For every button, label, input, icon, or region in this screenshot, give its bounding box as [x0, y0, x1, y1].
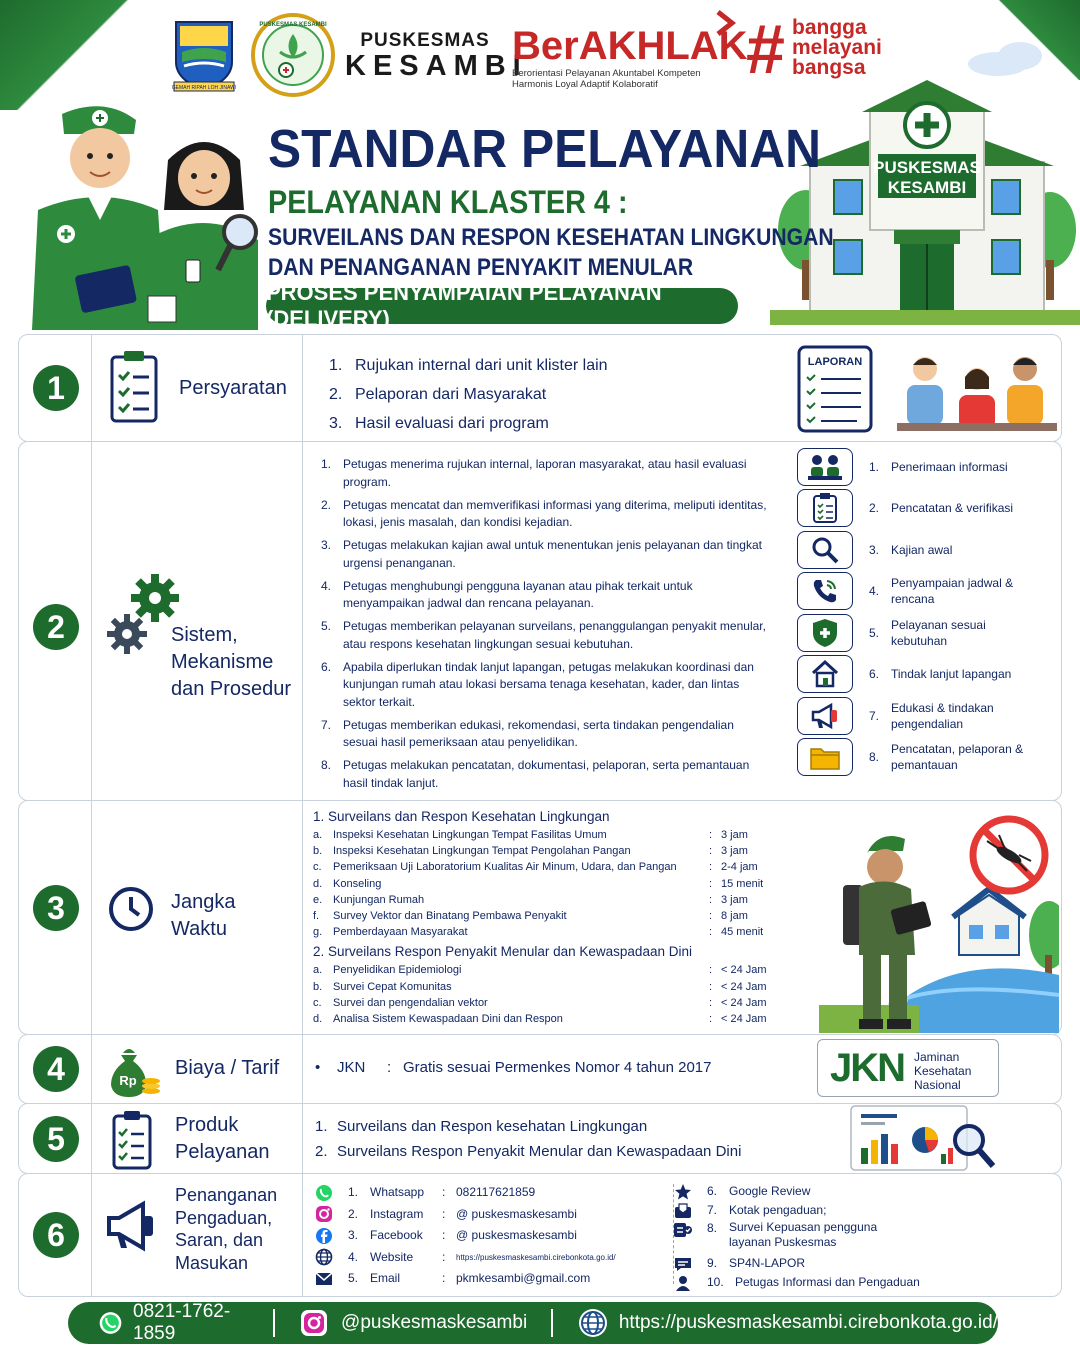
footer-website-text: https://puskesmaskesambi.cirebonkota.go.id/: [618, 1312, 998, 1333]
contact-number: 6.: [707, 1183, 718, 1198]
contact-row: [314, 1247, 616, 1269]
jkn-logo-caption: [914, 1050, 971, 1092]
label-line: Penanganan: [175, 1185, 278, 1205]
item-text: Petugas menghubungi pengguna layanan atau pihak terkait untuk menyampaikan jadwal dan rencana pelayanan.: [343, 578, 693, 610]
footer-phone-text: 0821-1762-1859: [133, 1301, 231, 1344]
clipboard-icon: [812, 492, 838, 524]
bangga-line: bangsa: [792, 56, 866, 79]
whatsapp-icon: [98, 1308, 123, 1338]
item-number: 3.: [329, 415, 343, 432]
divider: [302, 801, 303, 1034]
divider: [91, 335, 92, 441]
report-document-icon: [797, 345, 873, 433]
berakhlak-tagline-1: Berorientasi Pelayanan Akuntabel Kompeten: [512, 68, 701, 79]
health-workers-illustration: [8, 100, 258, 330]
time-row: [313, 876, 813, 892]
fee-value: Gratis sesuai Permenkes Nomor 4 tahun 2017: [403, 1059, 712, 1076]
building-sign-line1: PUSKESMAS: [873, 158, 981, 177]
jkn-logo: [817, 1039, 999, 1097]
footer-contact-bar: [68, 1302, 998, 1344]
colon: :: [709, 845, 713, 858]
label-line: Jangka: [171, 891, 236, 913]
fee-key: JKN: [337, 1059, 366, 1076]
footer-instagram[interactable]: [299, 1308, 527, 1338]
contact-row: [314, 1268, 616, 1290]
step-number: 8.: [869, 750, 880, 765]
colon: :: [709, 926, 713, 939]
contact-row: [673, 1182, 973, 1201]
colon: :: [442, 1249, 446, 1264]
contact-text: Survei Kepuasan pengguna layanan Puskesmas: [729, 1220, 878, 1249]
bullet: •: [315, 1059, 321, 1076]
row-service: Pemeriksaan Uji Laboratorium Kualitas Air Minum, Udara, dan Pangan: [333, 861, 677, 874]
contact-value[interactable]: https://puskesmaskesambi.cirebonkota.go.id/: [456, 1252, 616, 1262]
laporan-label: LAPORAN: [807, 356, 863, 368]
contact-name: Whatsapp: [370, 1185, 425, 1199]
contact-value[interactable]: 082117621859: [456, 1185, 536, 1199]
divider: [302, 335, 303, 441]
star-icon: [674, 1183, 692, 1201]
section-jangka-waktu: [18, 800, 1062, 1035]
chat-icon: [674, 1256, 692, 1272]
item-number: 1.: [315, 1118, 328, 1135]
cluster-title: PELAYANAN KLASTER 4 :: [268, 184, 628, 220]
divider: [91, 442, 92, 800]
item-number: 2.: [329, 386, 343, 403]
item-text: Petugas melakukan pencatatan, dokumentasi, pelaporan, serta pemantauan hasil tindak lanjut.: [343, 758, 750, 790]
label-line: Saran, dan: [175, 1230, 264, 1250]
colon: :: [709, 877, 713, 890]
puskesmas-round-logo: [250, 12, 336, 98]
label-line: Produk: [175, 1114, 239, 1136]
item-text: Petugas memberikan edukasi, rekomendasi, serta tindakan pengendalian sesuai hasil pemeriksaan atau penyelidikan.: [343, 717, 734, 749]
globe-icon: [577, 1307, 609, 1339]
section-number: 5: [33, 1116, 79, 1162]
mail-icon: [315, 1272, 333, 1286]
item-number: 1.: [321, 457, 332, 471]
list-item: [321, 717, 771, 752]
contact-row: [314, 1204, 616, 1226]
item-number: 8.: [321, 758, 332, 772]
contact-number: 5.: [348, 1271, 359, 1285]
section-label: [171, 889, 236, 943]
colon: :: [709, 861, 713, 874]
footer-website[interactable]: [577, 1307, 998, 1339]
colon: :: [709, 996, 713, 1009]
service-time-table: [313, 807, 813, 1027]
money-bag-icon: [107, 1043, 161, 1099]
contact-number: 4.: [348, 1249, 359, 1264]
step-text: Pencatatan & verifikasi: [891, 501, 1014, 516]
divider: [302, 1035, 303, 1103]
puskesmas-name-line2: KESAMBI: [345, 50, 528, 82]
label-line: Mekanisme: [171, 651, 274, 673]
contact-number: 8.: [707, 1221, 718, 1235]
row-duration: 2-4 jam: [721, 861, 758, 874]
people-meeting-icon: [808, 452, 842, 482]
section-number: 3: [33, 885, 79, 931]
product-list: [315, 1114, 741, 1164]
step-item: [797, 654, 1063, 696]
colon: :: [709, 1013, 713, 1026]
contact-number: 7.: [707, 1202, 718, 1217]
row-letter: d.: [313, 1013, 323, 1026]
row-letter: d.: [313, 877, 323, 890]
item-text: Surveilans dan Respon kesehatan Lingkungan: [337, 1118, 648, 1135]
magnifier-icon: [810, 535, 840, 565]
bangga-melayani-bangsa: [792, 18, 882, 78]
section-number: 6: [33, 1212, 79, 1258]
money-label: Rp: [119, 1073, 137, 1088]
row-duration: 8 jam: [721, 910, 748, 923]
colon: :: [442, 1206, 446, 1221]
label-line: dan Prosedur: [171, 678, 292, 700]
fee-row: [315, 1059, 712, 1076]
phone-icon: [810, 576, 840, 606]
contact-name: Website: [370, 1249, 414, 1264]
megaphone-icon: [103, 1198, 159, 1254]
row-duration: 3 jam: [721, 829, 748, 841]
row-letter: c.: [313, 996, 322, 1009]
divider: [91, 1035, 92, 1103]
list-item: [321, 497, 771, 532]
step-item: [797, 737, 1063, 779]
list-item: [321, 578, 771, 613]
label-line: Pelayanan: [175, 1141, 270, 1163]
item-number: 5.: [321, 619, 332, 633]
item-text: Petugas mencatat dan memverifikasi informasi yang diterima, meliputi identitas, lokasi, jenis masalah, dan kondisi kejadian.: [343, 497, 767, 529]
community-people-icon: [897, 345, 1057, 435]
delivery-banner: PROSES PENYAMPAIAN PELAYANAN (DELIVERY): [266, 288, 738, 324]
row-service: Inspeksi Kesehatan Lingkungan Tempat Pengolahan Pangan: [333, 845, 631, 858]
jkn-line: Jaminan: [914, 1050, 960, 1064]
instagram-icon: [299, 1308, 329, 1338]
contact-number: 10.: [707, 1274, 724, 1289]
row-service: Pemberdayaan Masyarakat: [333, 926, 468, 939]
row-letter: b.: [313, 845, 323, 858]
time-row: [313, 859, 813, 875]
time-row: [313, 924, 813, 940]
divider: [91, 1104, 92, 1173]
megaphone-icon: [809, 701, 841, 731]
contact-number: 9.: [707, 1255, 718, 1270]
checklist-icon: [111, 1110, 153, 1170]
item-text: Apabila diperlukan tindak lanjut lapangan, petugas melakukan koordinasi dan kunjungan rumah atau lokasi bersama tenaga kesehatan, kader, dan lintas sektor terkait.: [343, 659, 754, 709]
colon: :: [709, 910, 713, 923]
step-number: 6.: [869, 667, 880, 682]
checklist-icon: [109, 349, 159, 425]
list-item: [315, 1114, 741, 1139]
row-letter: c.: [313, 861, 322, 874]
row-service: Inspeksi Kesehatan Lingkungan Tempat Fasilitas Umum: [333, 829, 607, 841]
contact-value[interactable]: @ puskesmaskesambi: [456, 1206, 577, 1221]
contact-channels-left: [314, 1182, 616, 1290]
section-sistem-mekanisme: [18, 441, 1062, 801]
inbox-icon: [674, 1203, 692, 1219]
item-text: Petugas memberikan pelayanan surveilans, penanggulangan penyakit menular, atau respons kesehatan lingkungan sesuai kebutuhan.: [343, 619, 766, 651]
row-letter: a.: [313, 829, 323, 841]
row-service: Survei Cepat Komunitas: [333, 980, 452, 993]
globe-icon: [315, 1248, 333, 1266]
row-duration: < 24 Jam: [721, 964, 767, 977]
divider: [91, 801, 92, 1034]
contact-text: Google Review: [729, 1183, 811, 1198]
survey-icon: [673, 1221, 693, 1239]
contact-name: Instagram: [370, 1206, 424, 1221]
berakhlak-tagline-2: Harmonis Loyal Adaptif Kolaboratif: [512, 79, 658, 90]
group-title: 1. Surveilans dan Respon Kesehatan Lingkungan: [313, 809, 610, 824]
round-logo-text: PUSKESMAS KESAMBI: [259, 22, 327, 28]
item-text: Rujukan internal dari unit klister lain: [355, 357, 608, 374]
step-text: Tindak lanjut lapangan: [891, 667, 1012, 682]
jkn-logo-text: JKN: [830, 1046, 905, 1090]
divider: [302, 1104, 303, 1173]
step-text: Pencatatan, pelaporan & pemantauan: [891, 742, 1024, 773]
step-item: [797, 695, 1063, 737]
facebook-icon: [315, 1227, 333, 1245]
row-duration: < 24 Jam: [721, 980, 767, 993]
list-item: [321, 537, 771, 572]
item-number: 2.: [315, 1143, 328, 1160]
colon: :: [709, 893, 713, 906]
row-letter: a.: [313, 964, 323, 977]
list-item: [329, 409, 608, 438]
section-produk-pelayanan: [18, 1103, 1062, 1174]
item-text: Surveilans Respon Penyakit Menular dan Kewaspadaan Dini: [337, 1143, 742, 1160]
contact-row: [673, 1220, 973, 1254]
step-item: [797, 612, 1063, 654]
label-line: Sistem,: [171, 624, 238, 646]
folder-icon: [809, 743, 841, 771]
row-duration: 3 jam: [721, 893, 748, 906]
contact-row: [673, 1254, 973, 1273]
row-letter: g.: [313, 926, 323, 939]
requirements-list: [329, 351, 608, 438]
contact-number: 1.: [348, 1185, 359, 1199]
section-label: Persyaratan: [179, 377, 287, 399]
section-label: Biaya / Tarif: [175, 1057, 280, 1079]
item-number: 6.: [321, 659, 332, 674]
cluster-subtitle-1: SURVEILANS DAN RESPON KESEHATAN LINGKUNGAN: [268, 224, 834, 251]
contact-number: 3.: [348, 1228, 359, 1242]
clock-icon: [107, 885, 155, 933]
list-item: [321, 659, 771, 712]
berakhlak-logo: BerAKHLAK: [512, 24, 748, 68]
contact-name: Email: [370, 1271, 401, 1285]
step-item: [797, 446, 1063, 488]
item-number: 3.: [321, 538, 332, 552]
step-item: [797, 529, 1063, 571]
section-label: [175, 1112, 270, 1166]
procedure-list: [321, 456, 771, 798]
contact-name: Facebook: [370, 1228, 423, 1242]
footer-separator: [551, 1309, 553, 1337]
contact-row: [673, 1201, 973, 1220]
puskesmas-building-illustration: [770, 80, 1080, 325]
colon: :: [442, 1271, 446, 1285]
contact-value[interactable]: @ puskesmaskesambi: [456, 1228, 577, 1242]
instagram-icon: [315, 1205, 333, 1223]
step-text: Pelayanan sesuai kebutuhan: [891, 617, 986, 648]
shield-cross-icon: [811, 617, 839, 649]
contact-text: Kotak pengaduan;: [729, 1202, 827, 1217]
section-number: 4: [33, 1046, 79, 1092]
item-number: 4.: [321, 578, 332, 593]
row-letter: b.: [313, 980, 323, 993]
divider: [302, 442, 303, 800]
row-duration: 15 menit: [721, 877, 764, 890]
vector-surveillance-illustration: [819, 805, 1059, 1033]
row-service: Penyelidikan Epidemiologi: [333, 964, 462, 977]
person-icon: [675, 1275, 691, 1291]
time-row: [313, 827, 813, 843]
time-row: [313, 979, 813, 995]
cloud-icon: [958, 30, 1058, 80]
berakhlak-arrow-icon: [712, 8, 740, 38]
row-service: Analisa Sistem Kewaspadaan Dini dan Respon: [333, 1013, 563, 1026]
building-sign-line2: KESAMBI: [887, 178, 967, 197]
colon: :: [442, 1185, 446, 1199]
colon: :: [709, 964, 713, 977]
shield-motto: GEMAH RIPAH LOH JINAWI: [171, 85, 237, 91]
time-row: [313, 995, 813, 1011]
colon: :: [442, 1228, 446, 1242]
cirebon-city-logo: [170, 16, 238, 94]
list-item: [321, 757, 771, 792]
step-number: 2.: [869, 501, 880, 516]
procedure-steps: [797, 446, 1063, 778]
section-label: [171, 622, 291, 703]
list-item: [315, 1139, 741, 1164]
step-number: 5.: [869, 625, 880, 640]
time-row: [313, 1011, 813, 1027]
contact-value[interactable]: pkmkesambi@gmail.com: [456, 1271, 591, 1285]
item-text: Petugas menerima rujukan internal, laporan masyarakat, atau hasil evaluasi program.: [343, 457, 747, 489]
time-row: [313, 892, 813, 908]
list-item: [321, 618, 771, 653]
step-text: Penyampaian jadwal & rencana: [891, 576, 1014, 607]
item-text: Hasil evaluasi dari program: [355, 415, 549, 432]
section-biaya-tarif: [18, 1034, 1062, 1104]
colon: :: [387, 1059, 392, 1076]
colon: :: [709, 829, 713, 841]
step-text: Edukasi & tindakan pengendalian: [891, 700, 994, 731]
section-number: 1: [33, 365, 79, 411]
page-title: STANDAR PELAYANAN: [268, 119, 822, 179]
list-item: [329, 351, 608, 380]
footer-instagram-text: @puskesmaskesambi: [341, 1312, 528, 1333]
analytics-report-icon: [847, 1104, 999, 1174]
label-line: Waktu: [171, 918, 227, 940]
bangga-line: melayani: [792, 36, 882, 59]
contact-number: 2.: [348, 1206, 359, 1221]
footer-separator: [273, 1309, 275, 1337]
label-line: Masukan: [175, 1252, 249, 1273]
divider: [302, 1174, 303, 1296]
item-number: 7.: [321, 717, 332, 732]
divider: [91, 1174, 92, 1296]
step-item: [797, 488, 1063, 530]
row-service: Konseling: [333, 877, 382, 890]
footer-phone[interactable]: [98, 1301, 249, 1345]
step-text: Kajian awal: [891, 542, 953, 557]
row-duration: 45 menit: [721, 926, 764, 939]
colon: :: [709, 980, 713, 993]
row-duration: 3 jam: [721, 845, 748, 858]
contact-row: [314, 1182, 616, 1204]
house-icon: [810, 659, 840, 689]
item-text: Pelaporan dari Masyarakat: [355, 386, 547, 403]
step-number: 4.: [869, 584, 880, 599]
contact-channels-right: [673, 1182, 973, 1292]
group-title: 2. Surveilans Respon Penyakit Menular dan Kewaspadaan Dini: [313, 944, 692, 960]
row-service: Kunjungan Rumah: [333, 893, 425, 906]
contact-row: [673, 1273, 973, 1292]
bangga-hash: #: [746, 10, 785, 88]
step-text: Penerimaan informasi: [891, 459, 1008, 474]
label-line: Pengaduan,: [175, 1207, 273, 1228]
contact-text: Petugas Informasi dan Pengaduan: [735, 1274, 920, 1289]
jkn-line: Nasional: [914, 1078, 961, 1092]
jkn-line: Kesehatan: [914, 1064, 972, 1078]
section-pengaduan: [18, 1173, 1062, 1297]
item-number: 2.: [321, 497, 332, 512]
step-number: 7.: [869, 708, 880, 723]
corner-decoration-left: [0, 0, 170, 110]
puskesmas-name-line1: PUSKESMAS: [360, 30, 490, 51]
list-item: [321, 456, 771, 491]
time-row: [313, 962, 813, 978]
bangga-line: bangga: [792, 16, 867, 39]
step-number: 3.: [869, 542, 880, 557]
row-letter: f.: [313, 910, 320, 923]
time-row: [313, 908, 813, 924]
contact-text: SP4N-LAPOR: [729, 1255, 806, 1270]
cluster-subtitle-2: DAN PENANGANAN PENYAKIT MENULAR: [268, 254, 694, 281]
section-label: [175, 1184, 277, 1274]
contact-row: [314, 1225, 616, 1247]
step-item: [797, 571, 1063, 613]
list-item: [329, 380, 608, 409]
row-service: Survey Vektor dan Binatang Pembawa Penyakit: [333, 910, 567, 923]
row-duration: < 24 Jam: [721, 1013, 767, 1026]
item-number: 1.: [329, 357, 343, 374]
row-duration: < 24 Jam: [721, 996, 767, 1009]
section-number: 2: [33, 604, 79, 650]
whatsapp-icon: [315, 1184, 333, 1202]
row-letter: e.: [313, 893, 323, 906]
step-number: 1.: [869, 459, 880, 474]
row-service: Survei dan pengendalian vektor: [333, 996, 488, 1009]
section-persyaratan: [18, 334, 1062, 442]
time-row: [313, 843, 813, 859]
item-text: Petugas melakukan kajian awal untuk menentukan jenis pelayanan dan tingkat urgensi penanganan.: [343, 538, 762, 570]
